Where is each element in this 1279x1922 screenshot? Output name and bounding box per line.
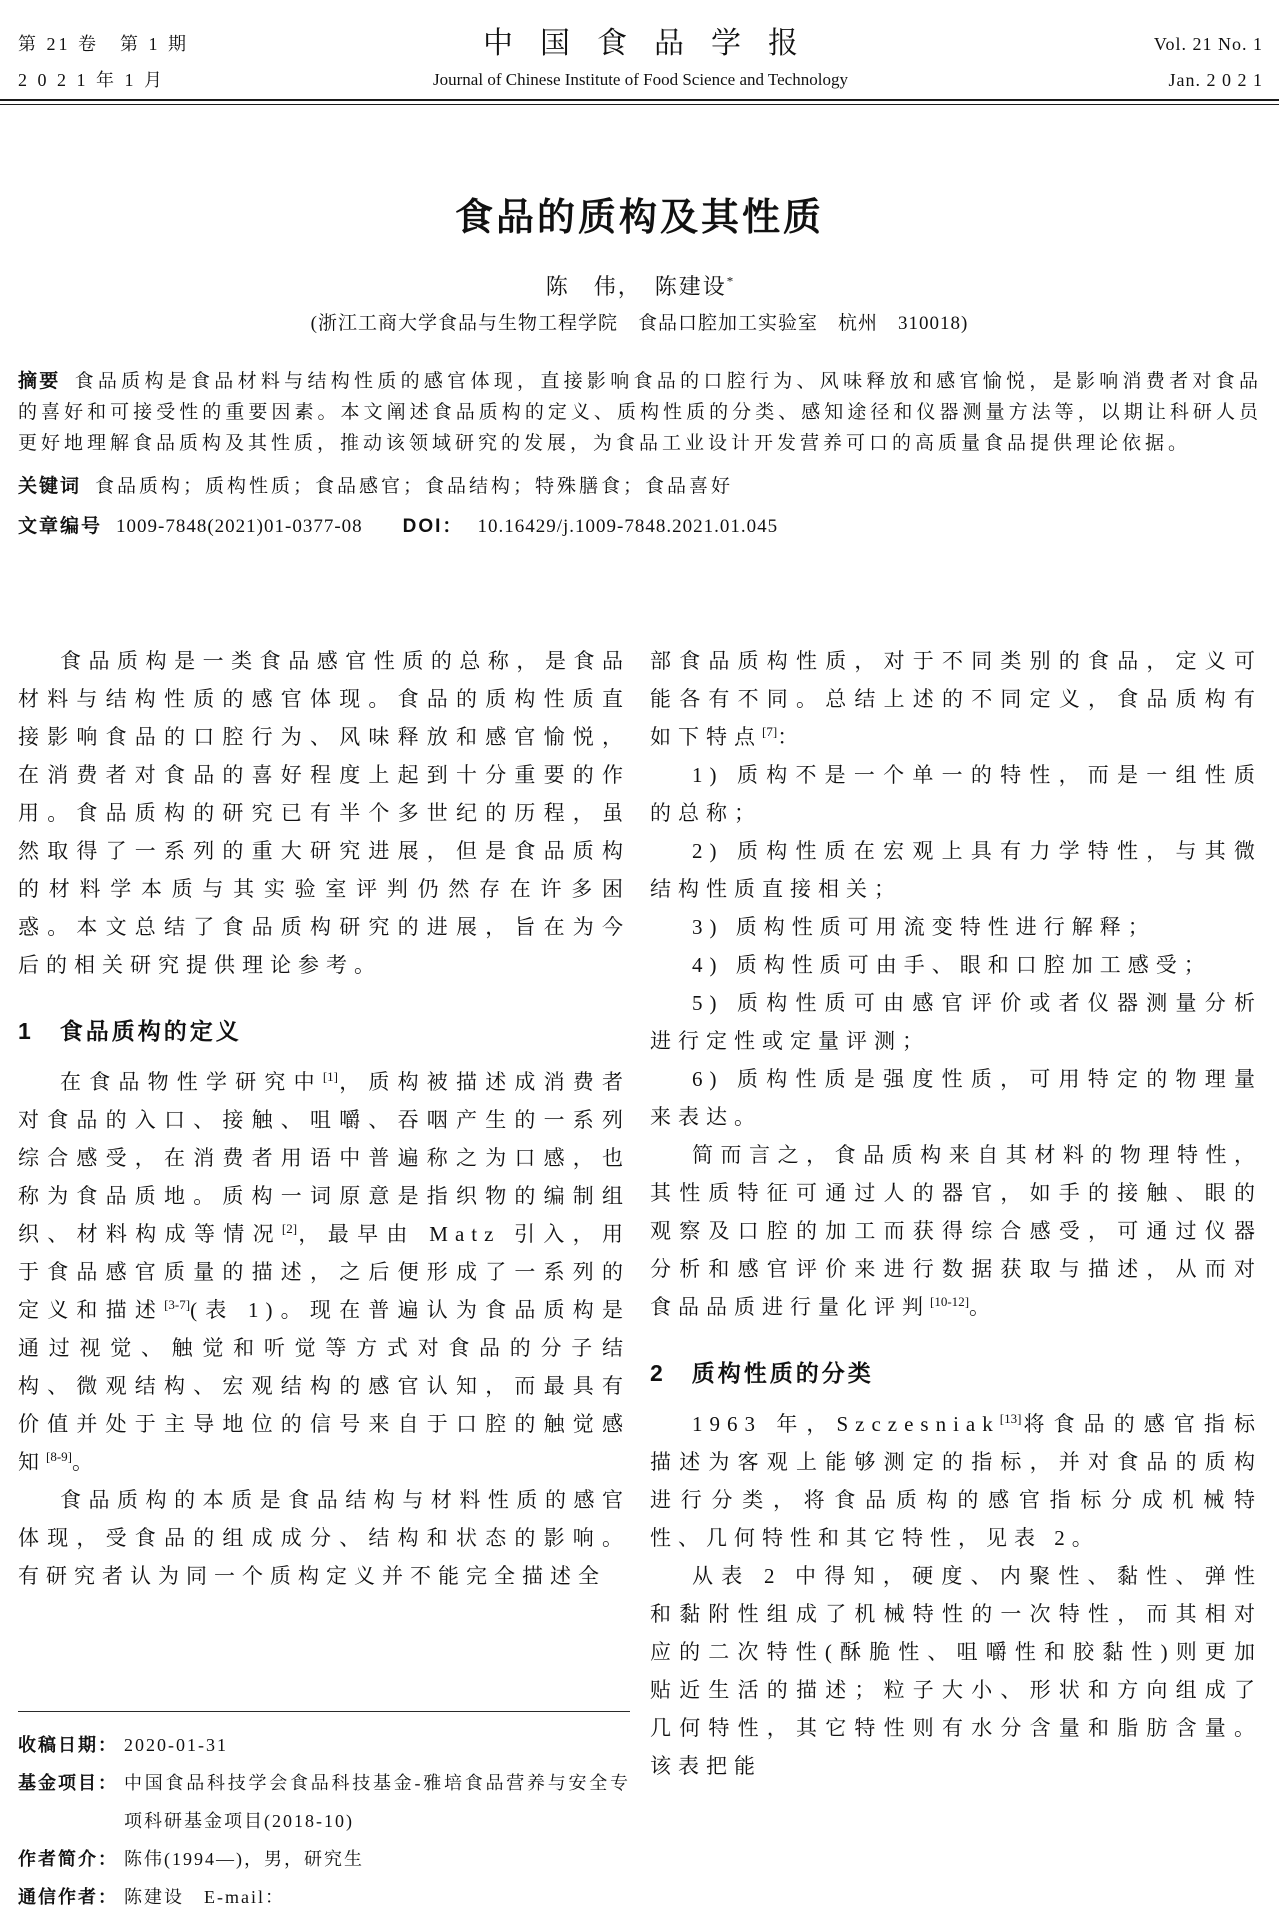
section-heading: 1 食品质构的定义	[18, 1018, 242, 1044]
body-paragraph: 2) 质构性质在宏观上具有力学特性，与其微结构性质直接相关；	[650, 839, 1262, 901]
doi-label: DOI：	[402, 516, 464, 537]
footnote-line-author-bio	[18, 1840, 630, 1878]
body-paragraph: 在食品物性学研究中[1]，质构被描述成消费者对食品的入口、接触、咀嚼、吞咽产生的一系列综合感受，在消费者用语中普遍称之为口感，也称为食品质地。质构一词原意是指织物的编制组织、材料构成等情况[2]，最早由 Matz 引入，用于食品感官质量的描述，之后便形成了一系列的定义和描述[3-7](表 1)。现在普遍认为食品质构是通过视觉、触觉和听觉等方式对食品的分子结构、微观结构、宏观结构的感官认知，而最具有价值并处于主导地位的信号来自于口腔的触觉感知[8-9]。	[18, 1069, 631, 1474]
footnote	[18, 1711, 630, 1916]
abstract-label: 摘要	[18, 371, 61, 392]
body-paragraph: 食品质构的本质是食品结构与材料性质的感官体现，受食品的组成成分、结构和状态的影响。有研究者认为同一个质构定义并不能完全描述全	[18, 1488, 630, 1588]
issue-date-cn: 2 0 2 1 年 1 月	[18, 70, 165, 90]
footnote-text: 中国食品科技学会食品科技基金-雅培食品营养与安全专项科研基金项目(2018-10)	[124, 1773, 630, 1831]
header-double-rule	[0, 99, 1279, 105]
body-paragraph: 4) 质构性质可由手、眼和口腔加工感受；	[692, 953, 1212, 977]
reference-marker: [3-7]	[164, 1297, 191, 1312]
footnote-label: 基金项目：	[18, 1773, 118, 1793]
body-paragraph: 从表 2 中得知，硬度、内聚性、黏性、弹性和黏附性组成了机械特性的一次特性，而其相对应的二次特性(酥脆性、咀嚼性和胶黏性)则更加贴近生活的描述；粒子大小、形状和方向组成了几何特性，其它特性则有水分含量和脂肪含量。该表把能	[650, 1564, 1262, 1778]
body-paragraph: 6) 质构性质是强度性质，可用特定的物理量来表达。	[650, 1067, 1262, 1129]
article-title: 食品的质构及其性质	[454, 197, 824, 239]
body-paragraph: 食品质构是一类食品感官性质的总称，是食品材料与结构性质的感官体现。食品的质构性质直接影响食品的口腔行为、风味释放和感官愉悦，在消费者对食品的喜好程度上起到十分重要的作用。食品质构的研究已有半个多世纪的历程，虽然取得了一系列的重大研究进展，但是食品质构的材料学本质与其实验室评判仍然存在许多困惑。本文总结了食品质构研究的进展，旨在为今后的相关研究提供理论参考。	[18, 649, 630, 977]
doi-value: 10.16429/j.1009-7848.2021.01.045	[477, 516, 779, 537]
article-number-label: 文章编号	[18, 516, 103, 537]
footnote-label: 作者简介：	[18, 1849, 118, 1869]
right-column	[650, 642, 1262, 1922]
footnote-text: 陈建设 E-mail：	[124, 1887, 285, 1907]
section-heading: 2 质构性质的分类	[650, 1360, 874, 1386]
body-paragraph: 简而言之，食品质构来自其材料的物理特性，其性质特征可通过人的器官，如手的接触、眼的观察及口腔的加工而获得综合感受，可通过仪器分析和感官评价来进行数据获取与描述，从而对食品品质进行量化评判[10-12]。	[650, 1143, 1262, 1319]
body-paragraph: 5) 质构性质可由感官评价或者仪器测量分析进行定性或定量评测；	[650, 991, 1262, 1053]
keywords-text: 食品质构；质构性质；食品感官；食品结构；特殊膳食；食品喜好	[95, 476, 734, 497]
abstract-text: 食品质构是食品材料与结构性质的感官体现，直接影响食品的口腔行为、风味释放和感官愉悦，是影响消费者对食品的喜好和可接受性的重要因素。本文阐述食品质构的定义、质构性质的分类、感知途径和仪器测量方法等，以期让科研人员更好地理解食品质构及其性质，推动该领域研究的发展，为食品工业设计开发营养可口的高质量食品提供理论依据。	[18, 371, 1262, 454]
header-right	[1013, 26, 1263, 98]
issue-date-en: Jan. 2 0 2 1	[1168, 70, 1263, 90]
abstract	[18, 366, 1262, 459]
reference-marker: [13]	[999, 1411, 1022, 1426]
footnote-text: 陈伟(1994—)，男，研究生	[124, 1849, 364, 1869]
authors	[0, 270, 1279, 301]
footnote-line-received	[18, 1726, 630, 1764]
front-matter	[18, 366, 1262, 542]
corresponding-author-mark: *	[726, 273, 734, 289]
reference-marker: [10-12]	[930, 1294, 970, 1309]
reference-marker: [1]	[322, 1069, 338, 1084]
reference-marker: [7]	[762, 724, 778, 739]
footnote-line-funding	[18, 1764, 630, 1840]
volume-info-en: Vol. 21 No. 1	[1153, 34, 1263, 54]
rule-thin	[0, 104, 1279, 105]
footnote-label: 通信作者：	[18, 1887, 118, 1907]
article-number-value: 1009-7848(2021)01-0377-08	[116, 516, 363, 537]
reference-marker: [2]	[281, 1221, 298, 1236]
keywords-label: 关键词	[18, 476, 82, 497]
author-names: 陈 伟， 陈建设	[545, 274, 727, 299]
body-paragraph: 部食品质构性质，对于不同类别的食品，定义可能各有不同。总结上述的不同定义，食品质构有如下特点[7]：	[650, 649, 1262, 749]
body-paragraph: 3) 质构性质可用流变特性进行解释；	[692, 915, 1156, 939]
header-left	[18, 26, 268, 98]
keywords	[18, 471, 1262, 502]
footnote-line-corresponding	[18, 1878, 630, 1916]
author-affiliation: (浙江工商大学食品与生物工程学院 食品口腔加工实验室 杭州 310018)	[310, 313, 969, 334]
header-center	[268, 26, 1013, 98]
footnote-label: 收稿日期：	[18, 1735, 118, 1755]
running-head	[18, 26, 1263, 98]
journal-title-en: Journal of Chinese Institute of Food Science and Technology	[433, 70, 848, 89]
body-paragraph: 1963 年，Szczesniak[13]将食品的感官指标描述为客观上能够测定的指标，并对食品的质构进行分类，将食品质构的感官指标分成机械特性、几何特性和其它特性，见表 2。	[650, 1411, 1262, 1550]
issue-info-cn: 第 21 卷 第 1 期	[18, 34, 189, 54]
reference-marker: [8-9]	[46, 1449, 73, 1464]
article-identifiers	[18, 511, 1262, 542]
footnote-text: 2020-01-31	[124, 1735, 228, 1755]
journal-title-cn: 中国食品学报	[483, 27, 825, 60]
body-paragraph: 1) 质构不是一个单一的特性，而是一组性质的总称；	[650, 763, 1262, 825]
